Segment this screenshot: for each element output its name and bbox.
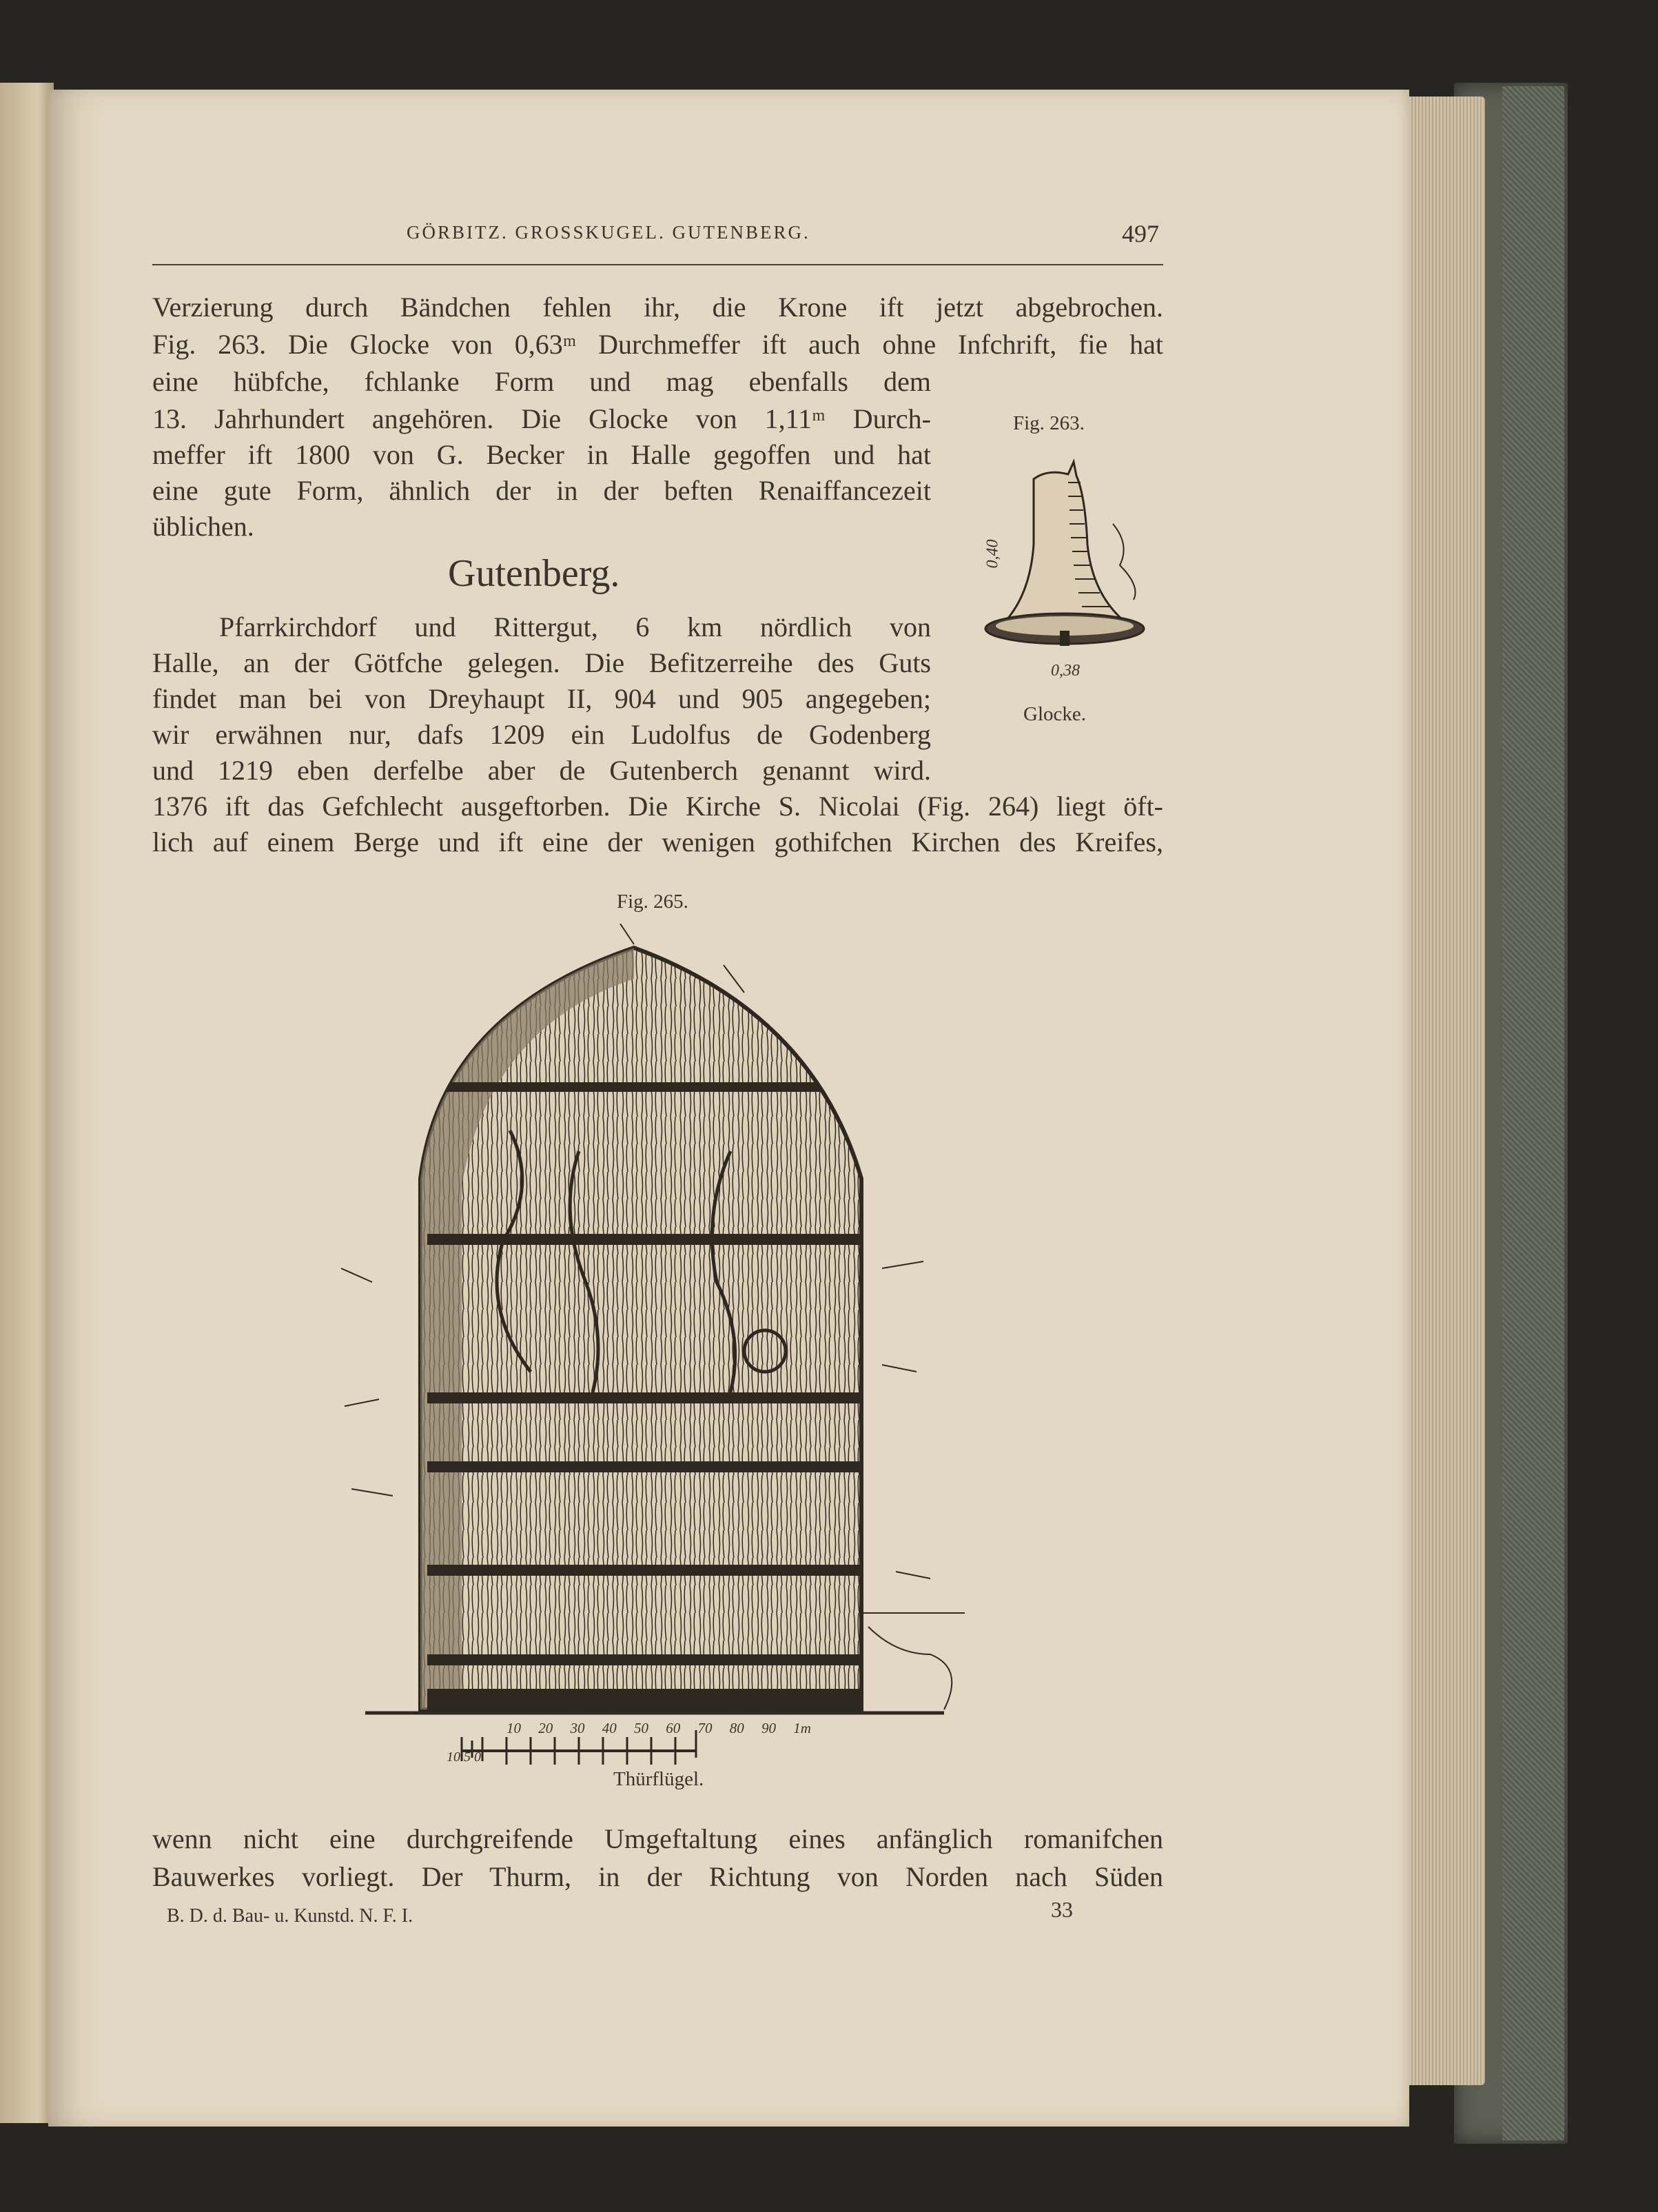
header-rule xyxy=(152,264,1163,265)
scale-tick-label: 80 xyxy=(729,1720,744,1736)
scale-tick-label: 70 xyxy=(697,1720,713,1736)
page-number: 497 xyxy=(1122,220,1159,247)
text-line: wir erwähnen nur, dafs 1209 ein Ludolfus de Godenberg xyxy=(152,719,931,750)
text-line: findet man bei von Dreyhaupt II, 904 und 905 angegeben; xyxy=(152,683,931,714)
text-line: Fig. 263. Die Glocke von 0,63ᵐ Durchmeffer ift auch ohne Infchrift, fie hat xyxy=(152,329,1163,360)
text-line: und 1219 eben derfelbe aber de Gutenberch genannt wird. xyxy=(152,755,931,786)
scale-tick-label: 50 xyxy=(634,1720,648,1736)
scale-tick-label: 90 xyxy=(761,1720,776,1736)
scale-tick-label: 60 xyxy=(666,1720,681,1736)
scale-tick-label: 1m xyxy=(793,1720,811,1736)
scale-tick-label: 10 xyxy=(506,1720,521,1736)
text-line: Pfarrkirchdorf und Rittergut, 6 km nördlich von xyxy=(219,611,931,642)
bell-width-dimension: 0,38 xyxy=(1051,662,1080,680)
book-cover-cloth xyxy=(1502,86,1564,2140)
sheet-number: 33 xyxy=(1051,1897,1073,1922)
scale-tick-label: 40 xyxy=(602,1720,617,1736)
figure-263-label: Fig. 263. xyxy=(1013,412,1085,434)
text-line: Verzierung durch Bändchen fehlen ihr, die Krone ift jetzt abgebrochen. xyxy=(152,292,1163,323)
text-line: eine gute Form, ähnlich der in der beften Renaiffancezeit xyxy=(152,475,931,506)
text-line: 1376 ift das Gefchlecht ausgeftorben. Die Kirche S. Nicolai (Fig. 264) liegt öft- xyxy=(152,791,1163,822)
section-heading: Gutenberg. xyxy=(448,552,620,595)
bell-height-dimension: 0,40 xyxy=(983,539,1002,569)
text-line: 13. Jahrhundert angehören. Die Glocke von 1,11ᵐ Durch- xyxy=(152,403,931,434)
figure-265-caption: Thürflügel. xyxy=(613,1768,704,1790)
text-line: meffer ift 1800 von G. Becker in Halle gegoffen und hat xyxy=(152,439,931,470)
text-line: Halle, an der Götfche gelegen. Die Befitzerreihe des Guts xyxy=(152,647,931,678)
page-edges xyxy=(1399,97,1485,2085)
door-illustration xyxy=(331,924,1006,1765)
text-line: eine hübfche, fchlanke Form und mag ebenfalls dem xyxy=(152,366,931,397)
door-scale-origin: 10 5 0 xyxy=(447,1749,481,1765)
running-title: GÖRBITZ. GROSSKUGEL. GUTENBERG. xyxy=(407,222,810,243)
figure-265-label: Fig. 265. xyxy=(617,891,688,913)
text-line: wenn nicht eine durchgreifende Umgeftaltung eines anfänglich romanifchen xyxy=(152,1823,1163,1854)
printer-signature: B. D. d. Bau- u. Kunstd. N. F. I. xyxy=(167,1905,413,1927)
bell-illustration xyxy=(965,455,1171,696)
text-line: lich auf einem Berge und ift eine der wenigen gothifchen Kirchen des Kreifes, xyxy=(152,826,1163,858)
scale-tick-label: 30 xyxy=(570,1720,585,1736)
text-line: Bauwerkes vorliegt. Der Thurm, in der Richtung von Norden nach Süden xyxy=(152,1861,1163,1892)
door-scale-ticks xyxy=(506,1720,811,1737)
text-line: üblichen. xyxy=(152,511,254,542)
scale-tick-label: 20 xyxy=(538,1720,553,1736)
left-page-edge xyxy=(0,83,54,2123)
figure-263-caption: Glocke. xyxy=(1023,703,1086,725)
